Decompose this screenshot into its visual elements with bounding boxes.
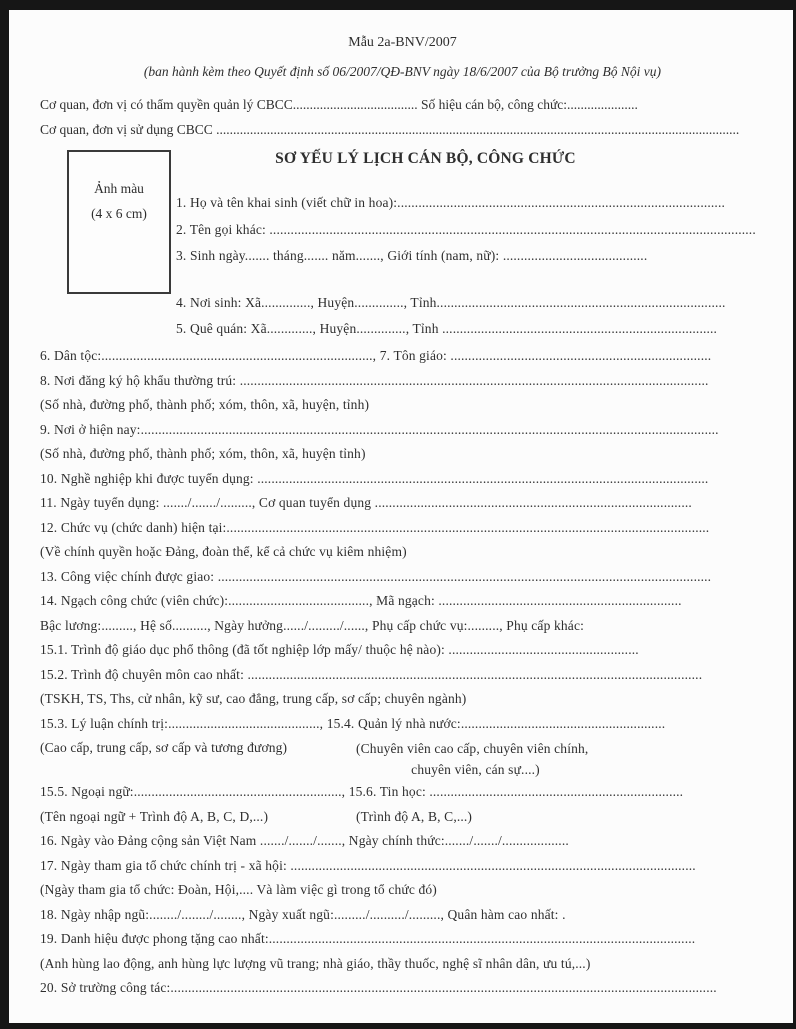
field-civil-servant-rank: 14. Ngạch công chức (viên chức):........................................, Mã ngạch: ..................................................................... xyxy=(40,593,682,608)
field-highest-honor-title: 19. Danh hiệu được phong tặng cao nhất:......................................................................................................................... xyxy=(40,931,696,946)
agency-using-line: Cơ quan, đơn vị sử dụng CBCC ........................................................................................................................................................... xyxy=(40,122,740,137)
form-body xyxy=(40,344,765,1001)
field-recruitment-date-agency: 11. Ngày tuyển dụng: ......./......./........., Cơ quan tuyển dụng .......................................................................................... xyxy=(40,495,692,510)
field-registered-residence: 8. Nơi đăng ký hộ khẩu thường trú: ..................................................................................................................................... xyxy=(40,372,709,388)
field-party-admission-date: 16. Ngày vào Đảng cộng sản Việt Nam ......./......./......., Ngày chính thức:......./......./................... xyxy=(40,833,569,848)
photo-box xyxy=(67,150,171,294)
notes-language-row xyxy=(40,805,765,830)
field-military-service: 18. Ngày nhập ngũ:......../......../........, Ngày xuất ngũ:........./........../........., Quân hàm cao nhất: . xyxy=(40,906,566,922)
field-current-position: 12. Chức vụ (chức danh) hiện tại:......................................................................................................................................... xyxy=(40,519,710,535)
field-salary-grade: Bậc lương:........., Hệ số.........., Ngày hưởng....../........./......, Phụ cấp chức vụ:........., Phụ cấp khác: xyxy=(40,617,584,633)
field-other-name: 2. Tên gọi khác: .......................................................................................................................................... xyxy=(176,221,756,237)
note-state-management xyxy=(356,736,765,780)
field-political-theory-state-management: 15.3. Lý luận chính trị:..........................................., 15.4. Quản lý nhà nước:.......................................................... xyxy=(40,715,666,731)
field-general-education-level: 15.1. Trình độ giáo dục phổ thông (đã tốt nghiệp lớp mấy/ thuộc hệ nào): ...................................................... xyxy=(40,642,639,657)
field-political-social-org-date: 17. Ngày tham gia tổ chức chính trị - xã hội: ................................................................................................................... xyxy=(40,857,696,873)
form-page xyxy=(9,10,793,1023)
note-informatics: (Trình độ A, B, C,...) xyxy=(356,808,473,824)
field-occupation-at-recruitment: 10. Nghề nghiệp khi được tuyển dụng: ................................................................................................................................ xyxy=(40,470,709,486)
notes-political-theory-row xyxy=(40,736,765,780)
photo-box-label-1: Ảnh màu xyxy=(94,181,144,196)
field-current-residence: 9. Nơi ở hiện nay:.................................................................................................................................................................... xyxy=(40,421,719,437)
note-current-residence: (Số nhà, đường phố, thành phố; xóm, thôn, xã, huyện tỉnh) xyxy=(40,446,366,461)
field-main-assigned-work: 13. Công việc chính được giao: ............................................................................................................................................ xyxy=(40,568,712,584)
note-current-position: (Về chính quyền hoặc Đảng, đoàn thể, kể cả chức vụ kiêm nhiệm) xyxy=(40,544,407,559)
note-political-theory: (Cao cấp, trung cấp, sơ cấp và tương đương) xyxy=(40,740,288,755)
note-state-management-line2: chuyên viên, cán sự....) xyxy=(411,762,540,777)
field-foreign-language-informatics: 15.5. Ngoại ngữ:..........................................................., 15.6. Tin học: ........................................................................ xyxy=(40,784,684,799)
field-birth-date-gender: 3. Sinh ngày....... tháng....... năm......., Giới tính (nam, nữ): ......................................... xyxy=(176,248,648,263)
note-state-management-line1: (Chuyên viên cao cấp, chuyên viên chính, xyxy=(356,741,589,756)
field-full-name: 1. Họ và tên khai sinh (viết chữ in hoa):............................................................................................. xyxy=(176,195,725,210)
note-registered-residence: (Số nhà, đường phố, thành phố; xóm, thôn, xã, huyện, tỉnh) xyxy=(40,397,370,412)
field-highest-professional-level: 15.2. Trình độ chuyên môn cao nhất: ................................................................................................................................. xyxy=(40,666,703,682)
note-foreign-language: (Tên ngoại ngữ + Trình độ A, B, C, D,...) xyxy=(40,808,269,824)
note-political-social-org: (Ngày tham gia tổ chức: Đoàn, Hội,.... Và làm việc gì trong tổ chức đó) xyxy=(40,882,437,897)
photo-box-label-2: (4 x 6 cm) xyxy=(91,206,147,221)
decree-reference: (ban hành kèm theo Quyết định số 06/2007/QĐ-BNV ngày 18/6/2007 của Bộ trưởng Bộ Nội vụ) xyxy=(143,64,662,79)
field-ethnicity-religion: 6. Dân tộc:............................................................................., 7. Tôn giáo: .......................................................................... xyxy=(40,348,712,363)
agency-managing-line: Cơ quan, đơn vị có thẩm quyền quản lý CBCC..................................... Số hiệu cán bộ, công chức:..................... xyxy=(40,97,638,112)
form-title: SƠ YẾU LÝ LỊCH CÁN BỘ, CÔNG CHỨC xyxy=(275,150,576,167)
field-birth-place: 4. Nơi sinh: Xã.............., Huyện.............., Tỉnh.................................................................................. xyxy=(176,294,726,310)
note-professional-level: (TSKH, TS, Ths, cử nhân, kỹ sư, cao đẳng, trung cấp, sơ cấp; chuyên ngành) xyxy=(40,691,467,706)
field-native-place: 5. Quê quán: Xã............., Huyện.............., Tỉnh .............................................................................. xyxy=(176,321,718,336)
form-code: Mẫu 2a-BNV/2007 xyxy=(348,35,457,50)
note-honor-title: (Anh hùng lao động, anh hùng lực lượng vũ trang; nhà giáo, thầy thuốc, nghệ sĩ nhân dân, ưu tú,...) xyxy=(40,955,591,971)
field-work-strength: 20. Sở trường công tác:........................................................................................................................................................... xyxy=(40,980,717,995)
personal-info-section xyxy=(40,148,765,344)
